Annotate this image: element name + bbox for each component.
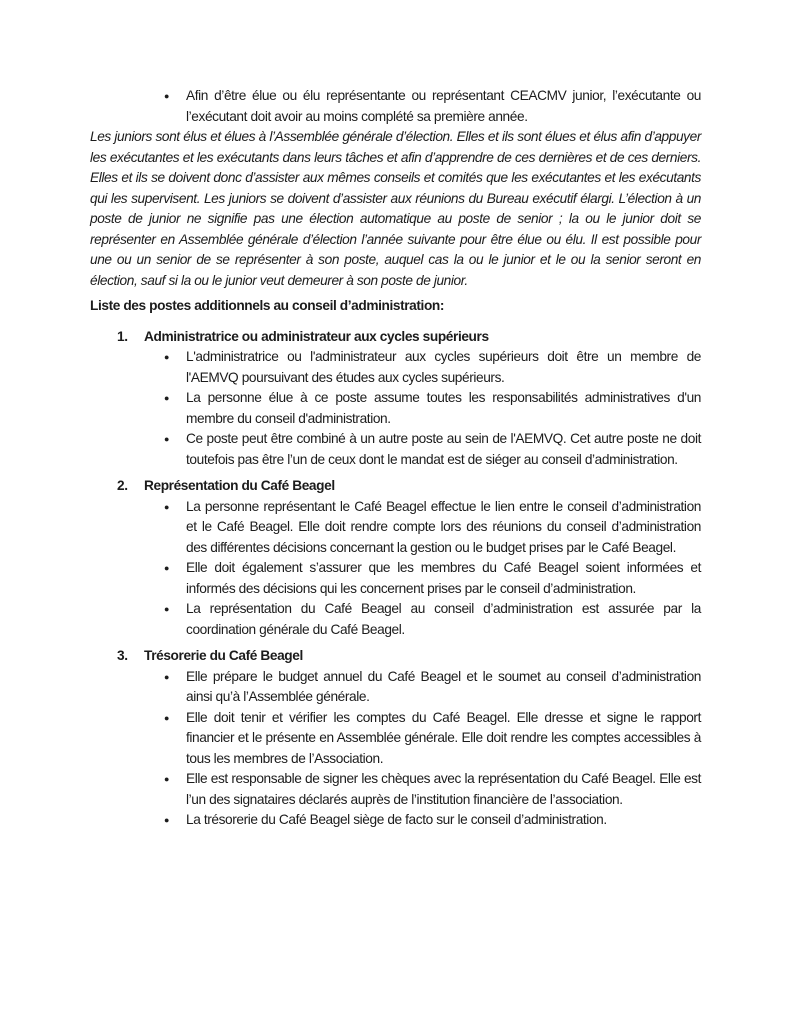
position-bullet xyxy=(90,810,701,831)
position-title-row xyxy=(90,327,701,348)
position-bullet xyxy=(90,769,701,810)
intro-bullet-item xyxy=(90,86,701,127)
bullet-icon: ● xyxy=(164,712,170,723)
position-bullet-text: L'administratrice ou l'administrateur aux cycles supérieurs doit être un membre de l'AEMVQ poursuivant des études aux cycles supérieurs. xyxy=(186,349,701,385)
position-bullet-text: Elle est responsable de signer les chèques avec la représentation du Café Beagel. Elle est l’un des signataires déclarés auprès de l’institution financière de l’association. xyxy=(186,771,701,807)
position-bullet xyxy=(90,388,701,429)
position-bullet-text: La personne élue à ce poste assume toutes les responsabilités administratives d'un membre du conseil d'administration. xyxy=(186,390,701,426)
bullet-icon: ● xyxy=(164,604,170,614)
position-bullet xyxy=(90,708,701,770)
junior-elections-paragraph: Les juniors sont élus et élues à l’Assemblée générale d’élection. Elles et ils sont élues et élus afin d’appuyer les exécutantes et les exécutants dans leurs tâches et afin d’apprendre de ces dernières et de ces derniers. Elles et ils se doivent donc d’assister aux mêmes conseils et comités que les exécutantes et les exécutants qui les supervisent. Les juniors se doivent d’assister aux réunions du Bureau exécutif élargi. L’élection à un poste de junior ne signifie pas une élection automatique au poste de senior ; la ou le junior doit se représenter en Assemblée générale d’élection l’année suivante pour être élue ou élu. Il est possible pour une ou un senior de se représenter à son poste, auquel cas la ou le junior et le ou la senior seront en élection, sauf si la ou le junior veut demeurer à son poste de junior. xyxy=(90,129,701,288)
bullet-icon: ● xyxy=(164,501,170,512)
position-bullet xyxy=(90,429,701,470)
position-title: Trésorerie du Café Beagel xyxy=(144,648,303,663)
positions-list-heading: Liste des postes additionnels au conseil d’administration: xyxy=(90,298,445,313)
position-bullet-text: Elle doit également s’assurer que les membres du Café Beagel soient informées et informés des décisions qui les concernent prises par le conseil d’administration. xyxy=(186,560,701,596)
position-bullet-text: Elle doit tenir et vérifier les comptes du Café Beagel. Elle dresse et signe le rapport financier et le présente en Assemblée générale. Elle doit rendre les comptes accessibles à tous les membres de l’Association. xyxy=(186,709,701,766)
position-bullet-text: Elle prépare le budget annuel du Café Beagel et le soumet au conseil d’administration ainsi qu’à l’Assemblée générale. xyxy=(186,668,701,704)
position-number: 1. xyxy=(117,328,128,344)
bullet-icon: ● xyxy=(164,393,170,403)
position-item-1 xyxy=(90,327,701,471)
position-bullet xyxy=(90,667,701,708)
position-bullet-text: La personne représentant le Café Beagel effectue le lien entre le conseil d’administration et le Café Beagel. Elle doit rendre compte lors des réunions du conseil d’administration des différentes décisions concernant la gestion ou le budget prises par le Café Beagel. xyxy=(186,498,701,555)
bullet-icon: ● xyxy=(164,434,170,444)
intro-bullet-text: Afin d’être élue ou élu représentante ou représentant CEACMV junior, l’exécutante ou l’exécutant doit avoir au moins complété sa première année. xyxy=(186,88,701,124)
bullet-icon: ● xyxy=(164,352,170,362)
position-bullet xyxy=(90,558,701,599)
position-title-row xyxy=(90,646,701,667)
bullet-icon: ● xyxy=(164,774,170,784)
position-bullet xyxy=(90,599,701,640)
position-title: Administratrice ou administrateur aux cycles supérieurs xyxy=(144,328,489,344)
bullet-icon: ● xyxy=(164,91,170,101)
position-bullet-text: La représentation du Café Beagel au conseil d’administration est assurée par la coordination générale du Café Beagel. xyxy=(186,601,701,637)
bullet-icon: ● xyxy=(164,563,170,573)
position-bullet-text: Ce poste peut être combiné à un autre poste au sein de l'AEMVQ. Cet autre poste ne doit toutefois pas être l’un de ceux dont le mandat est de siéger au conseil d’administration. xyxy=(186,431,701,467)
position-bullet xyxy=(90,347,701,388)
bullet-icon: ● xyxy=(164,815,170,825)
position-title-row xyxy=(90,476,701,497)
document-page xyxy=(90,86,701,837)
bullet-icon: ● xyxy=(164,671,170,682)
position-number: 2. xyxy=(117,478,128,493)
position-bullet xyxy=(90,497,701,559)
position-number: 3. xyxy=(117,648,128,663)
position-item-2 xyxy=(90,476,701,640)
position-title: Représentation du Café Beagel xyxy=(144,478,335,493)
position-bullet-text: La trésorerie du Café Beagel siège de facto sur le conseil d’administration. xyxy=(186,812,607,827)
position-item-3 xyxy=(90,646,701,831)
